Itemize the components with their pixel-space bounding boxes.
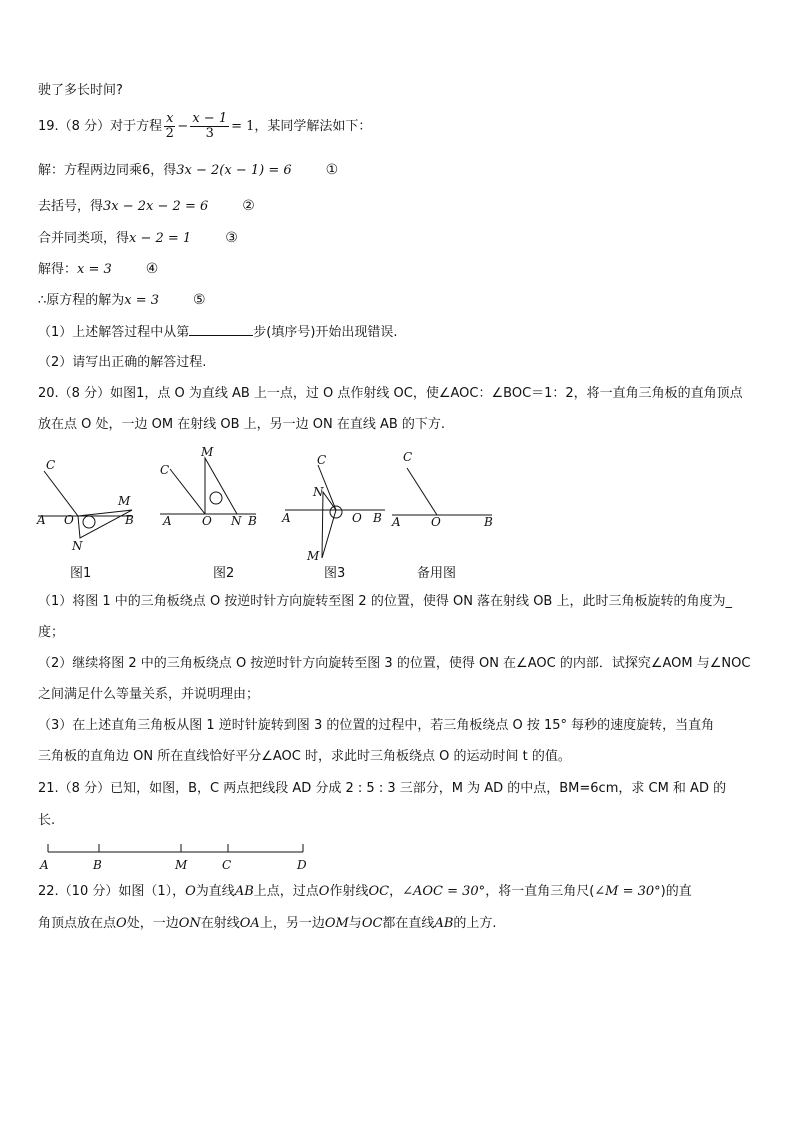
step4-mark: ④ xyxy=(145,261,159,277)
q19-step-1 xyxy=(38,161,338,180)
step3-mark: ③ xyxy=(225,230,238,246)
prev-question-tail: 驶了多长时间? xyxy=(38,83,123,98)
figure-2 xyxy=(160,445,257,528)
q20-part-1b: 度； xyxy=(38,625,65,640)
step2-math: 3x − 2x − 2 = 6 xyxy=(103,199,209,214)
frac1-num: x xyxy=(166,111,174,126)
step5-math: x = 3 xyxy=(124,293,160,308)
q22-OC2: OC xyxy=(361,916,383,931)
seg-label-C: C xyxy=(222,858,232,872)
fig3-label-B: B xyxy=(373,511,382,525)
caption-fig1: 图1 xyxy=(70,566,92,580)
q22-angle-aoc: ∠AOC = 30° xyxy=(402,884,486,899)
p1a: （1）上述解答过程中从第 xyxy=(38,325,190,340)
caption-spare: 备用图 xyxy=(417,566,457,580)
q19-title xyxy=(38,112,371,141)
answer-blank xyxy=(189,323,253,336)
q22-O2: O xyxy=(318,884,330,899)
seg-label-B: B xyxy=(93,858,102,872)
frac2-num: x − 1 xyxy=(192,111,228,126)
fig1-label-A: A xyxy=(37,513,46,527)
step4-text: 解得： xyxy=(38,262,78,277)
q19-step-5 xyxy=(38,291,206,310)
q20-part-2b: 之间满足什么等量关系，并说明理由； xyxy=(38,687,260,702)
q22-O1: O xyxy=(185,884,196,899)
q22-h: 角顶点放在点 xyxy=(38,916,117,931)
q21-segment-figure xyxy=(0,836,794,876)
q22-a: 22.（10 分）如图（1）， xyxy=(38,884,186,899)
q21-line-2: 长. xyxy=(38,813,56,828)
caption-fig2: 图2 xyxy=(213,566,235,580)
q20-figures xyxy=(0,440,794,580)
spare-label-O: O xyxy=(431,515,441,529)
q20-line-2: 放在点 O 处，一边 OM 在射线 OB 上，另一边 ON 在直线 AB 的下方. xyxy=(38,417,446,432)
fig2-label-O: O xyxy=(202,514,212,528)
seg-label-A: A xyxy=(40,858,49,872)
q20-line-1: 20.（8 分）如图1，点 O 为直线 AB 上一点，过 O 点作射线 OC，使∠AOC：∠BOC＝1：2，将一直角三角板的直角顶点 xyxy=(38,386,743,401)
q22-ON: ON xyxy=(178,916,201,931)
fig1-label-M: M xyxy=(118,494,131,508)
figure-spare xyxy=(391,450,493,529)
fig3-label-A: A xyxy=(282,511,291,525)
seg-label-M: M xyxy=(175,858,188,872)
fig2-label-C: C xyxy=(160,463,170,477)
step1-text: 解：方程两边同乘6，得 xyxy=(38,163,177,178)
fig3-label-M: M xyxy=(307,549,320,563)
q22-g: )的直 xyxy=(660,884,692,899)
fig2-label-A: A xyxy=(163,514,172,528)
spare-label-A: A xyxy=(392,515,401,529)
q19-part-1 xyxy=(38,323,398,342)
q22-k: 上，另一边 xyxy=(259,916,325,931)
q22-angle-m: ∠M = 30° xyxy=(594,884,661,899)
q19-minus: − xyxy=(177,119,189,134)
q22-b: 为直线 xyxy=(195,884,235,899)
fig1-label-N: N xyxy=(72,539,83,553)
step3-text: 合并同类项，得 xyxy=(38,231,130,246)
fig1-label-O: O xyxy=(64,513,74,527)
step5-mark: ⑤ xyxy=(193,292,206,308)
seg-label-D: D xyxy=(297,858,307,872)
q22-AB2: AB xyxy=(434,916,454,931)
figure-3 xyxy=(281,453,385,563)
q19-fraction-x-minus-1-over-3 xyxy=(190,112,229,141)
q22-mm: 都在直线 xyxy=(382,916,435,931)
spare-label-B: B xyxy=(484,515,493,529)
fig3-label-O: O xyxy=(352,511,362,525)
q19-after: ，某同学解法如下： xyxy=(254,119,372,134)
step1-mark: ① xyxy=(325,162,339,178)
fig3-label-N: N xyxy=(313,485,324,499)
q22-l: 与 xyxy=(348,916,362,931)
q20-part-1a: （1）将图 1 中的三角板绕点 O 按逆时针方向旋转至图 2 的位置，使得 ON 落在射线 OB 上，此时三角板旋转的角度为_ xyxy=(38,594,732,609)
q19-lead: 19.（8 分）对于方程 xyxy=(38,119,163,134)
q19-step-3 xyxy=(38,229,238,248)
q19-step-2 xyxy=(38,197,255,216)
q22-line-1 xyxy=(38,883,692,901)
q19-step-4 xyxy=(38,260,158,279)
step3-math: x − 2 = 1 xyxy=(129,231,192,246)
q20-part-3a: （3）在上述直角三角板从图 1 逆时针旋转到图 3 的位置的过程中，若三角板绕点 O 按 15° 每秒的速度旋转，当直角 xyxy=(38,718,715,733)
figure-1 xyxy=(36,458,134,553)
q22-e: ， xyxy=(389,884,403,899)
q22-line-2 xyxy=(38,915,497,933)
p1b: 步(填序号)开始出现错误. xyxy=(253,325,398,340)
q20-part-3b: 三角板的直角边 ON 所在直线恰好平分∠AOC 时，求此时三角板绕点 O 的运动时间 t 的值。 xyxy=(38,749,571,764)
q22-AB1: AB xyxy=(234,884,254,899)
q22-j: 在射线 xyxy=(200,916,240,931)
q22-i: 处，一边 xyxy=(126,916,179,931)
fig2-label-B: B xyxy=(248,514,257,528)
step2-text: 去括号，得 xyxy=(38,199,104,214)
q22-OA: OA xyxy=(239,916,260,931)
fig1-label-B: B xyxy=(125,513,134,527)
q19-part-2: （2）请写出正确的解答过程. xyxy=(38,355,207,370)
frac2-den: 3 xyxy=(205,126,214,141)
q19-eq-tail: = 1 xyxy=(231,119,255,134)
q19-fraction-x-over-2 xyxy=(164,112,175,141)
frac1-den: 2 xyxy=(165,126,174,141)
q20-part-2a: （2）继续将图 2 中的三角板绕点 O 按逆时针方向旋转至图 3 的位置，使得 ON 在∠AOC 的内部．试探究∠AOM 与∠NOC xyxy=(38,656,751,671)
spare-label-C: C xyxy=(403,450,413,464)
fig2-label-N: N xyxy=(231,514,242,528)
q22-OM: OM xyxy=(324,916,349,931)
fig2-label-M: M xyxy=(201,445,214,459)
q22-O3: O xyxy=(116,916,127,931)
fig1-label-C: C xyxy=(46,458,56,472)
step4-math: x = 3 xyxy=(77,262,112,277)
q22-n: 的上方. xyxy=(453,916,497,931)
q22-c: 上点，过点 xyxy=(253,884,319,899)
q22-f: ，将一直角三角尺( xyxy=(485,884,595,899)
step2-mark: ② xyxy=(242,198,255,214)
q22-OC1: OC xyxy=(368,884,390,899)
q21-line-1: 21.（8 分）已知，如图，B，C 两点把线段 AD 分成 2 : 5 : 3 三部分，M 为 AD 的中点，BM=6cm，求 CM 和 AD 的 xyxy=(38,781,727,796)
step5-text: ∴原方程的解为 xyxy=(38,293,125,308)
step1-math: 3x − 2(x − 1) = 6 xyxy=(176,163,292,178)
q22-d: 作射线 xyxy=(329,884,369,899)
caption-fig3: 图3 xyxy=(324,566,346,580)
fig3-label-C: C xyxy=(317,453,327,467)
